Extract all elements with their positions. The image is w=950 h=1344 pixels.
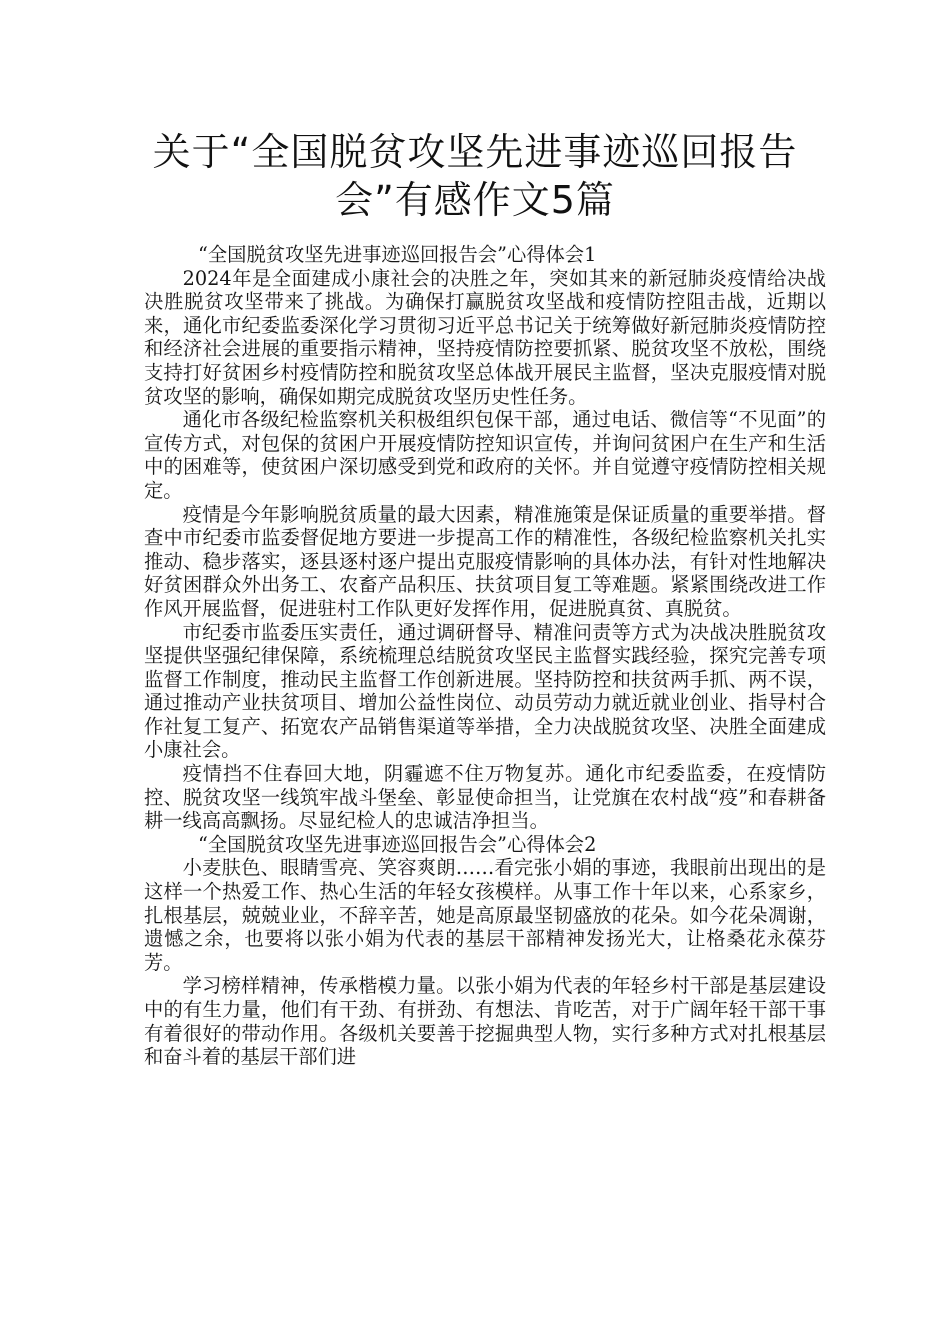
paragraph: 疫情挡不住春回大地，阴霾遮不住万物复苏。通化市纪委监委，在疫情防控、脱贫攻坚一线筑牢战斗堡垒、彰显使命担当，让党旗在农村战“疫”和春耕备耕一线高高飘扬。尽显纪检人的忠诚洁净担当。 [144, 762, 826, 833]
paragraph: 学习榜样精神，传承楷模力量。以张小娟为代表的年轻乡村干部是基层建设中的有生力量，他们有干劲、有拼劲、有想法、肯吃苦，对于广阔年轻干部干事有着很好的带动作用。各级机关要善于挖掘典型人物，实行多种方式对扎根基层和奋斗着的基层干部们进 [144, 974, 826, 1069]
paragraph: 通化市各级纪检监察机关积极组织包保干部，通过电话、微信等“不见面”的宣传方式，对包保的贫困户开展疫情防控知识宣传，并询问贫困户在生产和生活中的困难等，使贫困户深切感受到党和政府的关怀。并自觉遵守疫情防控相关规定。 [144, 408, 826, 502]
document-body [144, 243, 826, 1069]
section-heading-2: “全国脱贫攻坚先进事迹巡回报告会”心得体会2 [198, 832, 597, 856]
section-heading-1: “全国脱贫攻坚先进事迹巡回报告会”心得体会1 [198, 243, 597, 266]
paragraph: 疫情是今年影响脱贫质量的最大因素，精准施策是保证质量的重要举措。督查中市纪委市监委督促地方要进一步提高工作的精准性，各级纪检监察机关扎实推动、稳步落实，逐县逐村逐户提出克服疫情影响的具体办法，有针对性地解决好贫困群众外出务工、农畜产品积压、扶贫项目复工等难题。紧紧围绕改进工作作风开展监督，促进驻村工作队更好发挥作用，促进脱真贫、真脱贫。 [144, 502, 826, 620]
document-title: 关于“全国脱贫攻坚先进事迹巡回报告会”有感作文5篇 [152, 130, 798, 222]
paragraph: 2024年是全面建成小康社会的决胜之年，突如其来的新冠肺炎疫情给决战决胜脱贫攻坚带来了挑战。为确保打赢脱贫攻坚战和疫情防控阻击战，近期以来，通化市纪委监委深化学习贯彻习近平总书记关于统筹做好新冠肺炎疫情防控和经济社会进展的重要指示精神，坚持疫情防控要抓紧、脱贫攻坚不放松，围绕支持打好贫困乡村疫情防控和脱贫攻坚总体战开展民主监督，坚决克服疫情对脱贫攻坚的影响，确保如期完成脱贫攻坚历史性任务。 [144, 266, 826, 408]
paragraph: 市纪委市监委压实责任，通过调研督导、精准问责等方式为决战决胜脱贫攻坚提供坚强纪律保障，系统梳理总结脱贫攻坚民主监督实践经验，探究完善专项监督工作制度，推动民主监督工作创新进展。坚持防控和扶贫两手抓、两不误，通过推动产业扶贫项目、增加公益性岗位、动员劳动力就近就业创业、指导村合作社复工复产、拓宽农产品销售渠道等举措，全力决战脱贫攻坚、决胜全面建成小康社会。 [144, 620, 826, 762]
paragraph: 小麦肤色、眼睛雪亮、笑容爽朗……看完张小娟的事迹，我眼前出现出的是这样一个热爱工作、热心生活的年轻女孩模样。从事工作十年以来，心系家乡，扎根基层，兢兢业业，不辞辛苦，她是高原最坚韧盛放的花朵。如今花朵凋谢，遗憾之余，也要将以张小娟为代表的基层干部精神发扬光大，让格桑花永葆芬芳。 [144, 856, 826, 974]
